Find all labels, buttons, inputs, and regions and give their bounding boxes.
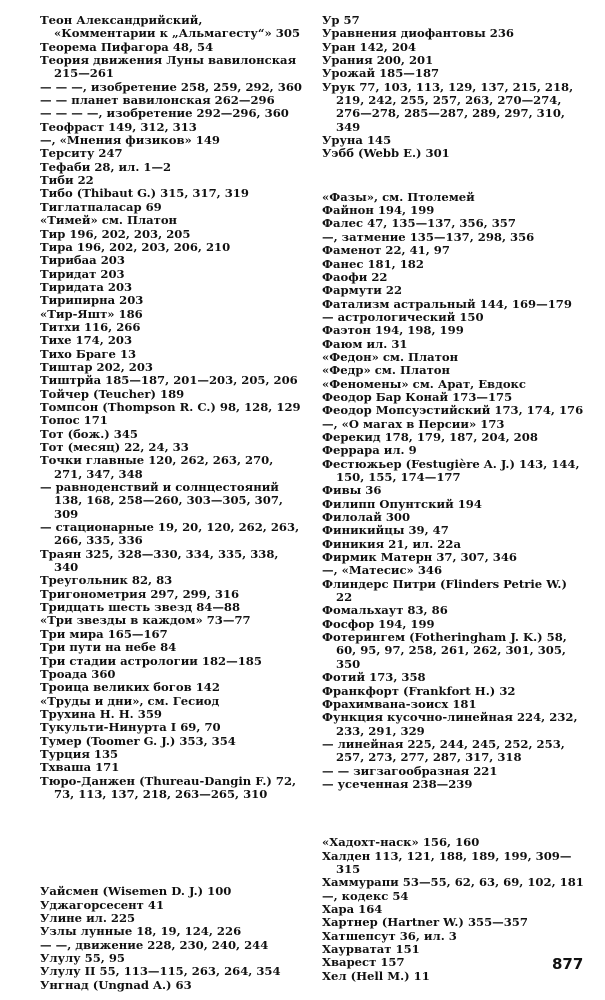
index-entry: Урания 200, 201 [322, 53, 434, 68]
index-entry: Хел (Hell M.) 11 [322, 968, 430, 983]
index-entry: Тукульти-Нинурта I 69, 70 [40, 720, 221, 735]
index-entry: Тирибаа 203 [40, 253, 125, 268]
index-entry: Урук 77, 103, 113, 129, 137, 215, 218, 219, 242, 255, 257, 263, 270—274, 276—278, 285—287, 289, 297, 310, 349 [322, 79, 574, 134]
left-block-t [40, 14, 302, 801]
index-entry: Филипп Опунтский 194 [322, 496, 482, 511]
index-entry: —, кодекс 54 [322, 888, 409, 903]
index-entry: Фаменот 22, 41, 97 [322, 243, 450, 258]
index-entry: Ур 57 [322, 13, 360, 27]
index-entry: — астрологический 150 [322, 309, 484, 324]
index-entry: Фирмик Матерн 37, 307, 346 [322, 550, 517, 565]
index-entry: Титхи 116, 266 [40, 319, 141, 334]
index-entry: Финикия 21, ил. 22а [322, 536, 461, 551]
index-entry: Тирипирна 203 [40, 293, 144, 308]
index-entry: Тир 196, 202, 203, 205 [40, 226, 191, 241]
index-entry: Улине ил. 225 [40, 910, 136, 925]
index-entry: Фотий 173, 358 [322, 670, 426, 685]
left-block-u [40, 885, 302, 992]
right-block-h [322, 836, 584, 983]
index-entry: «Тимей» см. Платон [40, 213, 178, 228]
index-entry: Фаэтон 194, 198, 199 [322, 323, 464, 338]
index-entry: Уайсмен (Wisemen D. J.) 100 [40, 884, 232, 899]
index-entry: Фаофи 22 [322, 269, 388, 284]
index-entry: Фотерингем (Fotheringham J. K.) 58, 60, 95, 97, 258, 261, 262, 301, 305, 350 [322, 630, 567, 671]
index-entry: — — — —, изобретение 292—296, 360 [40, 106, 289, 121]
index-entry: Три стадии астрологии 182—185 [40, 653, 262, 668]
right-block-f [322, 191, 584, 791]
index-entry: Хварест 157 [322, 955, 405, 970]
index-entry: Топос 171 [40, 413, 108, 428]
index-entry: Теория движения Луны вавилонская 215—261 [40, 53, 297, 81]
index-entry: Фаюм ил. 31 [322, 336, 408, 351]
index-entry: Тридцать шесть звезд 84—88 [40, 600, 241, 615]
index-entry: Уран 142, 204 [322, 39, 417, 54]
index-entry: Функция кусочно-линейная 224, 232, 233, 291, 329 [322, 710, 578, 738]
index-entry: Феррара ил. 9 [322, 443, 417, 458]
index-entry: Фомальхаут 83, 86 [322, 603, 448, 618]
index-entry: — усеченная 238—239 [322, 776, 473, 791]
index-entry: Трухина Н. Н. 359 [40, 706, 162, 721]
index-entry: Файнон 194, 199 [322, 203, 435, 218]
index-entry: Терситу 247 [40, 146, 123, 161]
index-entry: — — —, изобретение 258, 259, 292, 360 [40, 79, 302, 94]
index-entry: —, «О магах в Персии» 173 [322, 416, 505, 431]
index-entry: Улулу II 55, 113—115, 263, 264, 354 [40, 964, 281, 979]
index-entry: Троица великих богов 142 [40, 680, 220, 695]
index-entry: Фанес 181, 182 [322, 256, 424, 271]
index-entry: Феодор Мопсуэстийский 173, 174, 176 [322, 403, 584, 418]
index-entry: Уруна 145 [322, 133, 392, 148]
index-entry: «Федр» см. Платон [322, 363, 450, 378]
index-entry: Ферекид 178, 179, 187, 204, 208 [322, 429, 538, 444]
index-entry: Уджагорсесент 41 [40, 897, 165, 912]
index-entry: Финикийцы 39, 47 [322, 523, 449, 538]
index-entry: Фрахимвана-зоисх 181 [322, 696, 477, 711]
index-entry: «Тир-Яшт» 186 [40, 306, 143, 321]
index-entry: Тира 196, 202, 203, 206, 210 [40, 239, 231, 254]
index-entry: — стационарные 19, 20, 120, 262, 263, 266, 335, 336 [40, 520, 300, 548]
index-entry: Урожай 185—187 [322, 66, 440, 81]
index-entry: Тумер (Toomer G. J.) 353, 354 [40, 733, 236, 748]
index-entry: «Три звезды в каждом» 73—77 [40, 613, 251, 628]
index-entry: — линейная 225, 244, 245, 252, 253, 257, 273, 277, 287, 317, 318 [322, 736, 565, 765]
index-entry: Тиридат 203 [40, 266, 125, 281]
index-entry: «Хадохт-наск» 156, 160 [322, 835, 480, 850]
index-entry: Траян 325, 328—330, 334, 335, 338, 340 [40, 546, 279, 575]
index-entry: Треугольник 82, 83 [40, 573, 173, 588]
index-entry: Уравнения диофантовы 236 [322, 26, 514, 41]
index-entry: Тибо (Thibaut G.) 315, 317, 319 [40, 186, 249, 201]
index-entry: Турция 135 [40, 746, 119, 761]
index-entry: Тюро-Данжен (Thureau-Dangin F.) 72, 73, 113, 137, 218, 263—265, 310 [40, 773, 297, 801]
index-entry: Тригонометрия 297, 299, 316 [40, 586, 240, 601]
index-entry: Тхваша 171 [40, 760, 120, 775]
index-entry: Теорема Пифагора 48, 54 [40, 39, 214, 54]
left-column [40, 14, 302, 992]
index-entry: Теон Александрийский, «Комментарии к „Альмагесту“» 305 [40, 13, 301, 41]
index-entry: —, «Мнения физиков» 149 [40, 133, 220, 148]
index-entry: Фосфор 194, 199 [322, 616, 435, 631]
index-entry: Тихе 174, 203 [40, 333, 133, 348]
index-entry: Хара 164 [322, 901, 383, 916]
index-entry: Уэбб (Webb E.) 301 [322, 146, 450, 161]
index-entry: «Феномены» см. Арат, Евдокс [322, 376, 526, 391]
spacer [322, 791, 584, 836]
index-entry: Хартнер (Hartner W.) 355—357 [322, 915, 528, 930]
index-entry: Халден 113, 121, 188, 189, 199, 309—315 [322, 848, 572, 876]
index-entry: Тойчер (Teucher) 189 [40, 386, 185, 401]
index-entry: Тефаби 28, ил. 1—2 [40, 159, 172, 174]
right-column [322, 14, 584, 983]
index-entry: Франкфорт (Frankfort H.) 32 [322, 683, 516, 698]
index-entry: Тот (бож.) 345 [40, 426, 138, 441]
index-entry: Феодор Бар Конай 173—175 [322, 389, 513, 404]
index-entry: — —, движение 228, 230, 240, 244 [40, 937, 269, 952]
index-entry: Тиглатпаласар 69 [40, 199, 162, 214]
index-entry: Хаурватат 151 [322, 942, 420, 956]
index-entry: «Фазы», см. Птолемей [322, 189, 475, 204]
index-entry: Фалес 47, 135—137, 356, 357 [322, 216, 516, 231]
index-entry: Фивы 36 [322, 483, 382, 498]
index-entry: Филолай 300 [322, 510, 411, 525]
index-entry: Тиби 22 [40, 173, 94, 188]
page-number: 877 [552, 955, 584, 973]
index-entry: Теофраст 149, 312, 313 [40, 119, 197, 134]
right-block-u [322, 14, 584, 161]
index-entry: Тот (месяц) 22, 24, 33 [40, 440, 189, 454]
index-entry: Хатшепсут 36, ил. 3 [322, 928, 457, 943]
index-entry: Три пути на небе 84 [40, 640, 177, 655]
index-entry: Флиндерс Питри (Flinders Petrie W.) 22 [322, 576, 567, 605]
index-entry: —, «Матесис» 346 [322, 563, 443, 578]
index-entry: Тиридата 203 [40, 279, 133, 294]
index-entry: — — зигзагообразная 221 [322, 763, 498, 778]
index-entry: —, затмение 135—137, 298, 356 [322, 229, 535, 244]
index-entry: Фатализм астральный 144, 169—179 [322, 296, 572, 311]
index-entry: Точки главные 120, 262, 263, 270, 271, 347, 348 [40, 453, 274, 481]
index-entry: Троада 360 [40, 666, 116, 681]
index-entry: — равноденствий и солнцестояний 138, 168, 258—260, 303—305, 307, 309 [40, 480, 283, 521]
index-entry: Улулу 55, 95 [40, 951, 125, 965]
index-entry: Томпсон (Thompson R. C.) 98, 128, 129 [40, 399, 301, 414]
index-entry: «Труды и дни», см. Гесиод [40, 693, 220, 708]
index-entry: Тиштрйа 185—187, 201—203, 205, 206 [40, 373, 298, 388]
index-entry: «Федон» см. Платон [322, 349, 459, 364]
index-entry: Фестюжьер (Festugière A. J.) 143, 144, 150, 155, 174—177 [322, 456, 580, 484]
index-entry: — — планет вавилонская 262—296 [40, 93, 275, 108]
index-entry: Узлы лунные 18, 19, 124, 226 [40, 924, 242, 939]
index-entry: Унгнад (Ungnad A.) 63 [40, 977, 192, 992]
index-entry: Три мира 165—167 [40, 626, 168, 641]
index-entry: Фармути 22 [322, 283, 403, 298]
spacer [40, 801, 302, 885]
index-entry: Тиштар 202, 203 [40, 359, 153, 374]
spacer [322, 161, 584, 191]
index-entry: Тихо Браге 13 [40, 346, 137, 361]
index-entry: Хаммурапи 53—55, 62, 63, 69, 102, 181 [322, 875, 584, 890]
